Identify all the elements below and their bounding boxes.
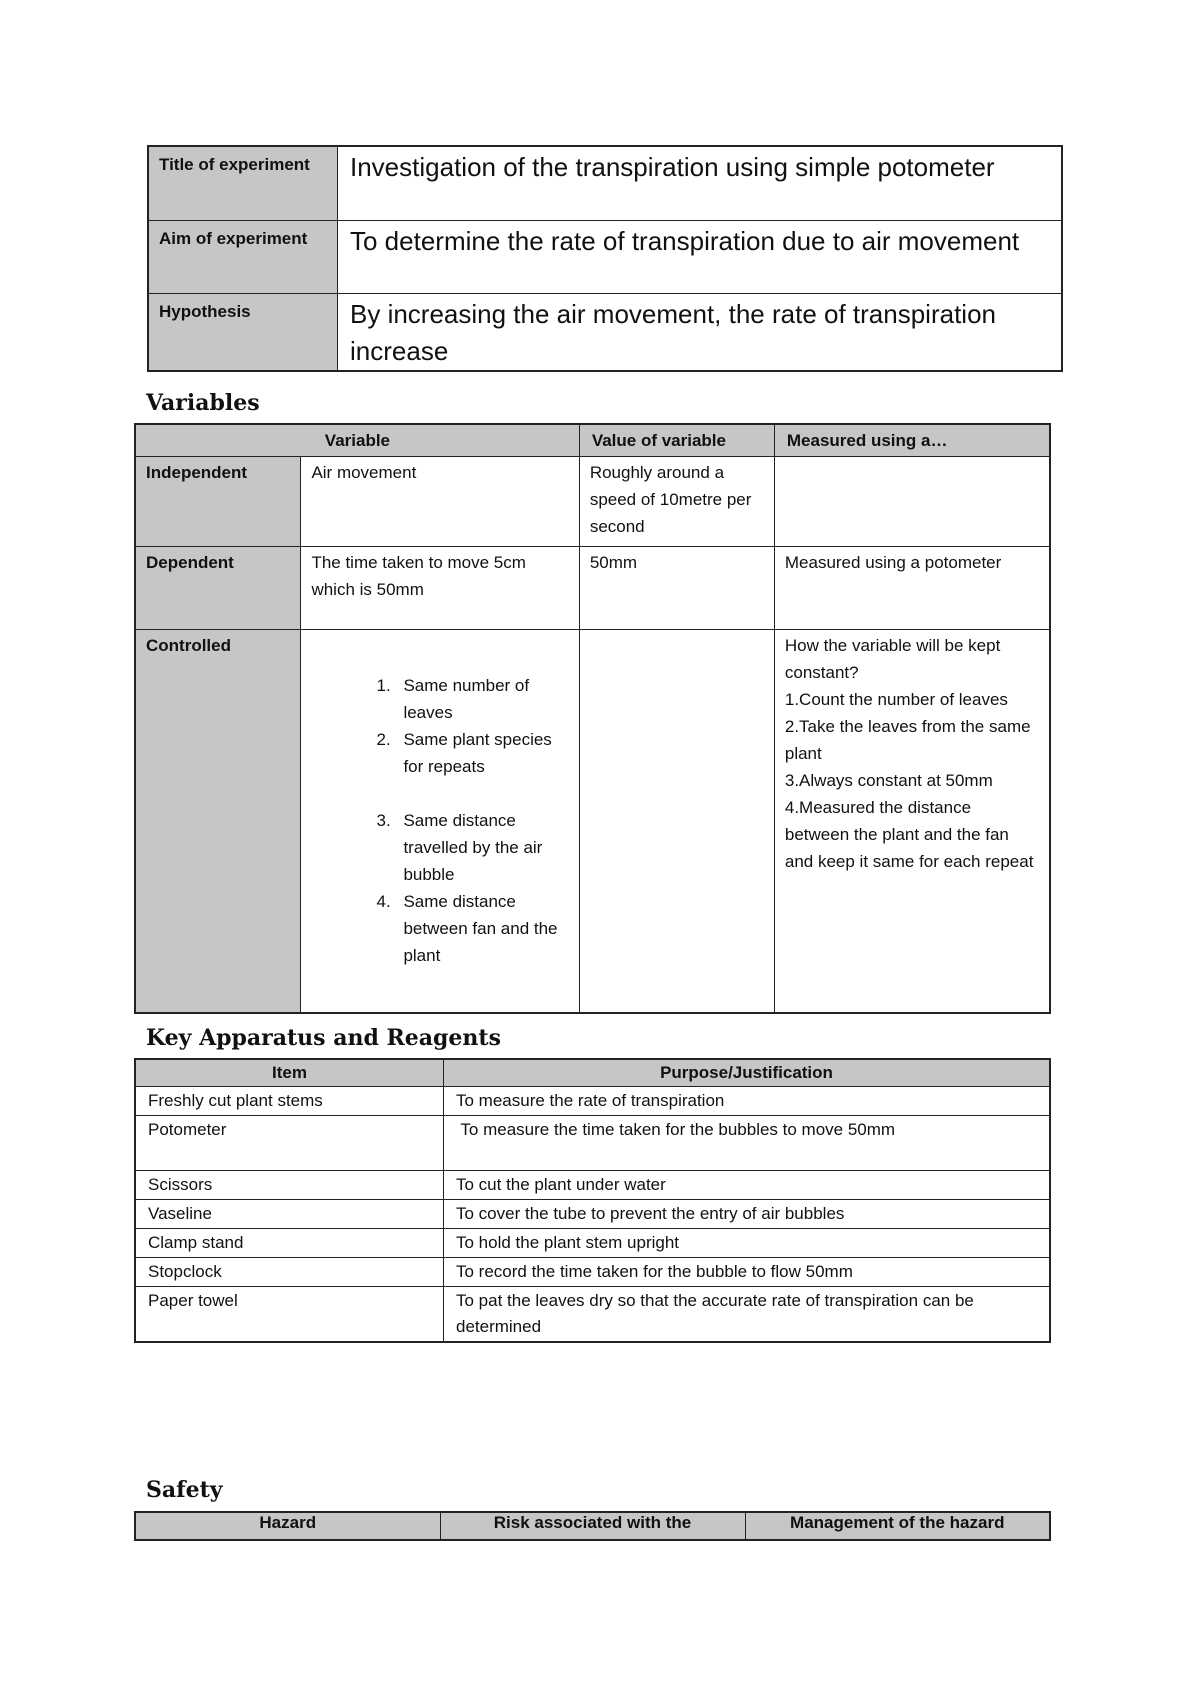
controlled-measured: [774, 630, 1050, 1013]
col-item: Item: [135, 1059, 444, 1087]
table-row: [135, 1171, 1050, 1200]
apparatus-purpose: To measure the rate of transpiration: [444, 1087, 1051, 1116]
independent-label: Independent: [135, 457, 301, 547]
apparatus-purpose: To cut the plant under water: [444, 1171, 1051, 1200]
controlled-variables-cell: [301, 630, 579, 1013]
apparatus-item: Scissors: [135, 1171, 444, 1200]
controlled-measured-line: 2.Take the leaves from the same plant: [784, 717, 1031, 763]
independent-row: [135, 457, 1050, 547]
apparatus-item: Vaseline: [135, 1200, 444, 1229]
title-label: Title of experiment: [148, 146, 338, 220]
hypothesis-value: By increasing the air movement, the rate of transpiration increase: [338, 293, 1063, 371]
apparatus-purpose: To record the time taken for the bubble to flow 50mm: [444, 1258, 1051, 1287]
controlled-measured-line: 3.Always constant at 50mm: [784, 771, 993, 790]
controlled-list: [311, 672, 568, 969]
apparatus-item: Potometer: [135, 1116, 444, 1171]
apparatus-header-row: [135, 1059, 1050, 1087]
controlled-row: [135, 630, 1050, 1013]
dependent-measured: Measured using a potometer: [774, 547, 1050, 630]
hypothesis-row: [148, 293, 1062, 371]
table-row: [135, 1087, 1050, 1116]
title-value: Investigation of the transpiration using simple potometer: [338, 146, 1063, 220]
list-item: 4. Same distance between fan and the plant: [395, 888, 568, 969]
table-row: [135, 1116, 1050, 1171]
table-row: [135, 1287, 1050, 1343]
safety-table: [134, 1511, 1051, 1541]
safety-header-row: [135, 1512, 1050, 1540]
list-item: 3. Same distance travelled by the air bubble: [395, 807, 568, 888]
controlled-label: Controlled: [135, 630, 301, 1013]
independent-value: Roughly around a speed of 10metre per second: [579, 457, 774, 547]
col-management: Management of the hazard: [745, 1512, 1050, 1540]
dependent-row: [135, 547, 1050, 630]
independent-measured: [774, 457, 1050, 547]
experiment-info-table: [147, 145, 1063, 372]
aim-label: Aim of experiment: [148, 220, 338, 293]
apparatus-purpose: To measure the time taken for the bubbles to move 50mm: [444, 1116, 1051, 1171]
safety-heading: Safety: [146, 1477, 223, 1503]
dependent-value: 50mm: [579, 547, 774, 630]
variables-heading: Variables: [146, 390, 260, 416]
apparatus-purpose: To pat the leaves dry so that the accurate rate of transpiration can be determined: [444, 1287, 1051, 1343]
col-measured: Measured using a…: [774, 424, 1050, 457]
apparatus-heading: Key Apparatus and Reagents: [146, 1025, 501, 1051]
variables-header-row: [135, 424, 1050, 457]
col-purpose: Purpose/Justification: [444, 1059, 1051, 1087]
list-item: 1. Same number of leaves: [395, 672, 568, 726]
col-hazard: Hazard: [135, 1512, 440, 1540]
apparatus-table: [134, 1058, 1051, 1343]
hypothesis-label: Hypothesis: [148, 293, 338, 371]
controlled-measured-line: 4.Measured the distance between the plant and the fan and keep it same for each repeat: [784, 798, 1034, 871]
dependent-variable: The time taken to move 5cm which is 50mm: [301, 547, 579, 630]
dependent-label: Dependent: [135, 547, 301, 630]
aim-row: [148, 220, 1062, 293]
col-risk: Risk associated with the: [440, 1512, 745, 1540]
apparatus-item: Freshly cut plant stems: [135, 1087, 444, 1116]
table-row: [135, 1229, 1050, 1258]
table-row: [135, 1200, 1050, 1229]
apparatus-item: Stopclock: [135, 1258, 444, 1287]
apparatus-item: Paper towel: [135, 1287, 444, 1343]
independent-variable: Air movement: [301, 457, 579, 547]
controlled-measured-line: 1.Count the number of leaves: [784, 690, 1008, 709]
aim-value: To determine the rate of transpiration due to air movement: [338, 220, 1063, 293]
apparatus-purpose: To hold the plant stem upright: [444, 1229, 1051, 1258]
title-row: [148, 146, 1062, 220]
variables-table: [134, 423, 1051, 1014]
table-row: [135, 1258, 1050, 1287]
apparatus-purpose: To cover the tube to prevent the entry of air bubbles: [444, 1200, 1051, 1229]
controlled-value: [579, 630, 774, 1013]
col-variable: Variable: [135, 424, 579, 457]
list-item: 2. Same plant species for repeats: [395, 726, 568, 780]
controlled-measured-intro: How the variable will be kept constant?: [784, 636, 1001, 682]
apparatus-item: Clamp stand: [135, 1229, 444, 1258]
col-value: Value of variable: [579, 424, 774, 457]
